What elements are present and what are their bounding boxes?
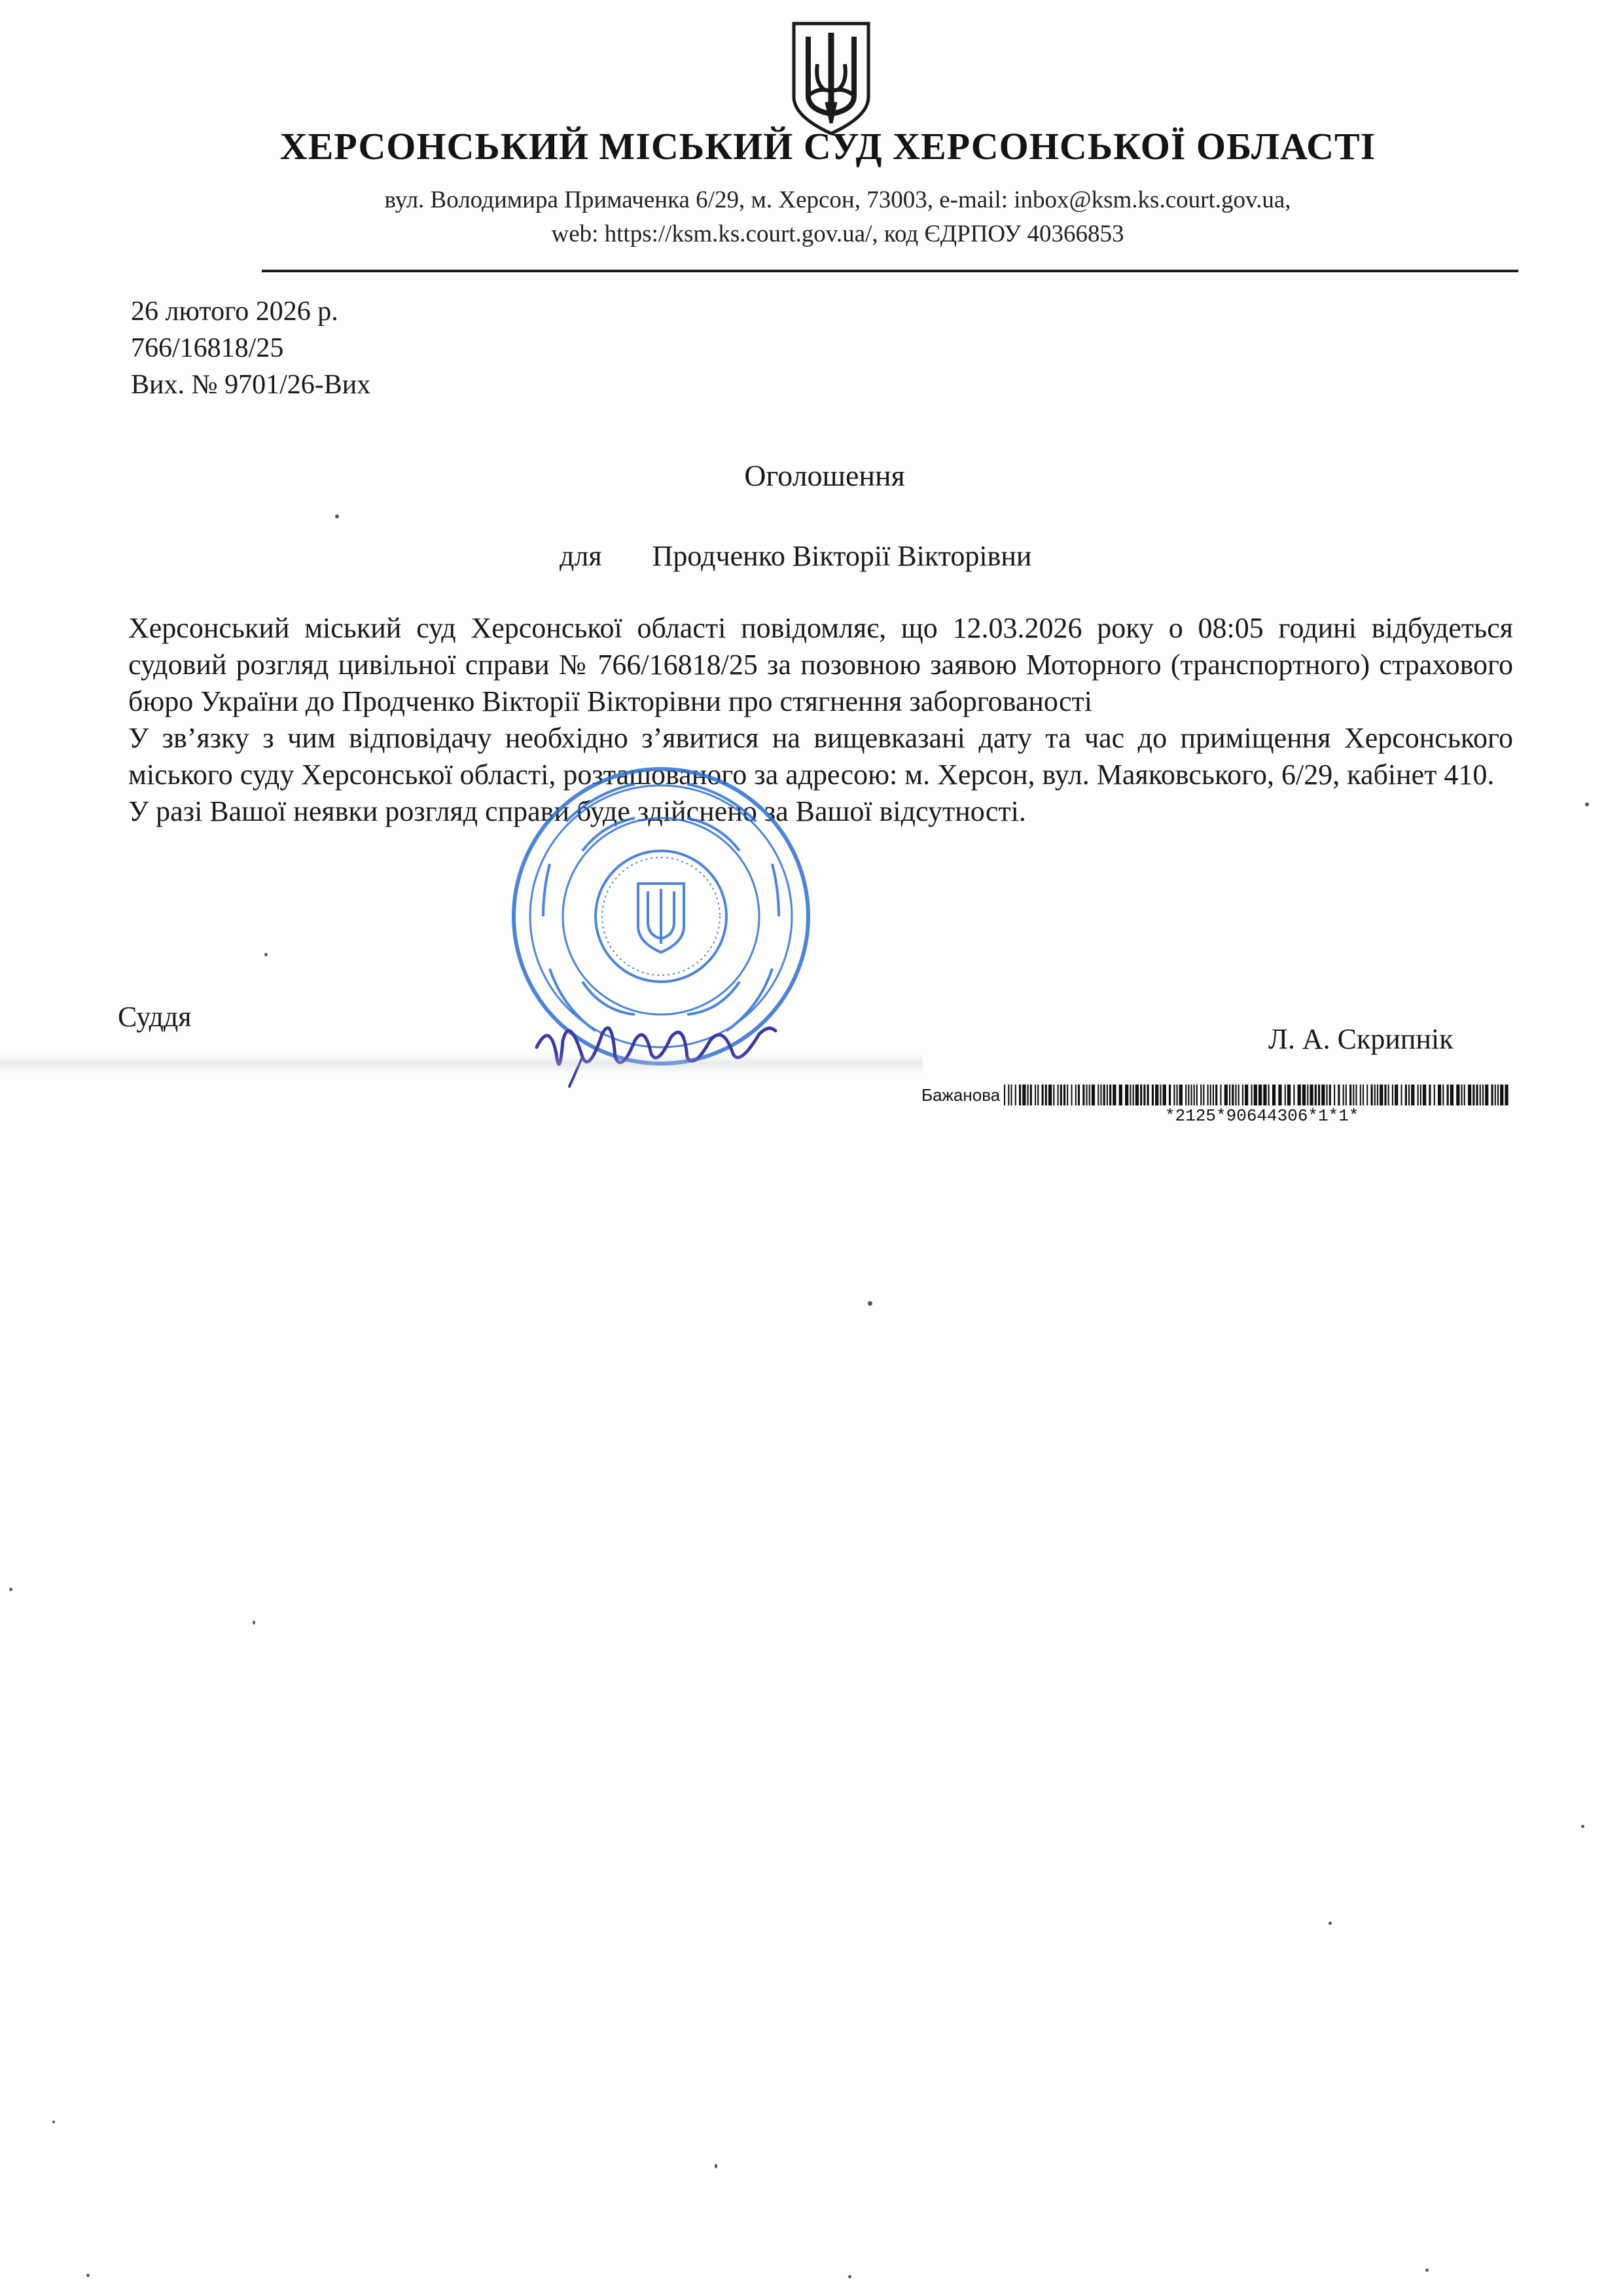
barcode-bar: [1408, 1085, 1410, 1105]
barcode-bar: [1442, 1085, 1444, 1105]
scan-speck: [1425, 2269, 1429, 2272]
barcode-bar: [1082, 1085, 1084, 1105]
barcode-bar: [1238, 1085, 1240, 1105]
court-address-line: вул. Володимира Примаченка 6/29, м. Херсон, 73003, e-mail: inbox@ksm.ks.court.gov.ua,: [384, 187, 1291, 213]
court-name: ХЕРСОНСЬКИЙ МІСЬКИЙ СУД ХЕРСОНСЬКОЇ ОБЛАСТІ: [279, 125, 1376, 168]
barcode-bar: [1019, 1085, 1021, 1105]
barcode-bar: [1377, 1085, 1378, 1105]
barcode-bar: [1229, 1085, 1230, 1105]
barcode-bar: [1004, 1085, 1005, 1105]
barcode-bar: [1366, 1085, 1368, 1105]
barcode-bar: [1185, 1085, 1186, 1105]
barcode-bar: [1349, 1085, 1351, 1105]
barcode-bar: [1438, 1085, 1441, 1105]
barcode-bar: [1245, 1085, 1248, 1105]
barcode-bar: [1067, 1085, 1068, 1105]
barcode-bar: [1388, 1085, 1389, 1105]
barcode-bar: [1371, 1085, 1373, 1105]
addressee-name: Продченко Вікторії Вікторівни: [652, 540, 1032, 572]
scan-speck: [1329, 1922, 1332, 1925]
coat-of-arms-icon: [789, 18, 874, 136]
barcode-bar: [1418, 1085, 1419, 1105]
barcode-bar: [1140, 1085, 1142, 1105]
barcode-bar: [1495, 1085, 1496, 1105]
barcode-bar: [1279, 1085, 1282, 1105]
barcode-bar: [1468, 1085, 1471, 1105]
barcode-bar: [1318, 1085, 1320, 1105]
barcode-bar: [1053, 1085, 1054, 1105]
court-web-line: web: https://ksm.ks.court.gov.ua/, код ЄДРПОУ 40366853: [551, 221, 1124, 247]
barcode-bar: [1155, 1085, 1158, 1105]
barcode-bar: [1236, 1085, 1237, 1105]
barcode-bar: [1338, 1085, 1340, 1105]
barcode-bar: [1135, 1085, 1139, 1105]
barcode-block: [921, 1083, 1510, 1107]
barcode-bar: [1103, 1085, 1105, 1105]
scan-speck: [86, 2274, 90, 2277]
barcode-bar: [1089, 1085, 1090, 1105]
barcode-bar: [1360, 1085, 1361, 1105]
barcode-bar: [1113, 1085, 1116, 1105]
document-meta: [131, 293, 370, 403]
barcode-bar: [1429, 1085, 1431, 1105]
barcode-bar: [1327, 1085, 1328, 1105]
barcode-bar: [1242, 1085, 1243, 1105]
barcode-bar: [1395, 1085, 1398, 1105]
addressee: [560, 539, 1031, 573]
barcode-bar: [1207, 1085, 1209, 1105]
barcode-bar: [1177, 1085, 1178, 1105]
barcode-bar: [1447, 1085, 1449, 1105]
barcode-bar: [1078, 1085, 1080, 1105]
barcode-bar: [1048, 1085, 1052, 1105]
barcode-bar: [1188, 1085, 1189, 1105]
barcode-bar: [1401, 1085, 1402, 1105]
barcode-bar: [1321, 1085, 1325, 1105]
barcode-bar: [1107, 1085, 1108, 1105]
barcode-bar: [1505, 1085, 1508, 1105]
barcode-bar: [1221, 1085, 1222, 1105]
barcode-bar: [1485, 1085, 1488, 1105]
scan-speck: [52, 2121, 55, 2123]
scan-speck: [9, 1588, 12, 1591]
barcode-bar: [1213, 1085, 1214, 1105]
scan-speck: [335, 514, 339, 518]
barcode-bar: [1464, 1085, 1465, 1105]
signature-role: Суддя: [118, 1001, 192, 1033]
barcode-bar: [1353, 1085, 1354, 1105]
barcode-bar: [1035, 1085, 1036, 1105]
barcode-bar: [1163, 1085, 1166, 1105]
notice-paragraph: Херсонський міський суд Херсонської області повідомляє, що 12.03.2026 року о 08:05 годині відбудеться судовий розгляд цивільної справи № 766/16818/25 за позовною заявою Моторного (транспортного) страхового бюро України до Продченко Вікторії Вікторівни про стягнення заборгованості: [128, 612, 1513, 717]
barcode-bar: [1461, 1085, 1463, 1105]
barcode-bar: [1060, 1085, 1062, 1105]
barcode-bar: [1086, 1085, 1088, 1105]
barcode-bar: [1287, 1085, 1291, 1105]
barcode-bar: [1385, 1085, 1387, 1105]
barcode-bar: [1101, 1085, 1102, 1105]
barcode-bar: [1254, 1085, 1257, 1105]
barcode-bar: [1045, 1085, 1047, 1105]
barcode-bar: [1363, 1085, 1364, 1105]
barcode-bar: [1374, 1085, 1376, 1105]
barcode-bar: [1133, 1085, 1134, 1105]
barcode-bar: [1194, 1085, 1195, 1105]
barcode-bar: [1423, 1085, 1426, 1105]
judge-name: Л. А. Скрипнік: [1268, 1023, 1454, 1055]
case-number: 766/16818/25: [131, 333, 284, 363]
barcode-bar: [1037, 1085, 1039, 1105]
barcode-bar: [1196, 1085, 1198, 1105]
barcode-bar: [1075, 1085, 1077, 1105]
scan-speck: [264, 953, 268, 956]
barcode-bar: [1042, 1085, 1044, 1105]
barcode-bar: [1224, 1085, 1228, 1105]
barcode-bar: [1310, 1085, 1313, 1105]
scan-speck: [1585, 802, 1589, 806]
barcode-bar: [1232, 1085, 1234, 1105]
barcode-bar: [1264, 1085, 1267, 1105]
barcode-bar: [1063, 1085, 1065, 1105]
barcode-bar: [1015, 1085, 1016, 1105]
barcode-bar: [1144, 1085, 1146, 1105]
header-divider: [262, 270, 1518, 272]
notice-body: [128, 610, 1513, 830]
barcode-bar: [1258, 1085, 1262, 1105]
barcode-bar: [1302, 1085, 1306, 1105]
barcode-bar: [1130, 1085, 1132, 1105]
barcode-bar: [1411, 1085, 1414, 1105]
barcode-bar: [1011, 1085, 1012, 1105]
judge-signature-icon: [524, 995, 785, 1093]
notice-paragraph: У зв’язку з чим відповідачу необхідно з’явитися на вищевказані дату та час до приміщення Херсонського міського суду Херсонської області, розташованого за адресою: м. Херсон, вул. Маяковського, 6/29, кабінет 410.: [128, 722, 1513, 791]
barcode-bar: [1160, 1085, 1162, 1105]
barcode-bar: [1307, 1085, 1308, 1105]
scan-speck: [253, 1621, 255, 1624]
barcode-bar: [1125, 1085, 1128, 1105]
barcode-bar: [1380, 1085, 1383, 1105]
barcode-bar: [1200, 1085, 1202, 1105]
court-contacts: [249, 183, 1427, 251]
barcode-bar: [1392, 1085, 1393, 1105]
addressee-prefix: для: [560, 540, 602, 572]
scan-speck: [715, 2164, 717, 2168]
notice-paragraph: У разі Вашої неявки розгляд справи буде здійснено за Вашої відсутності.: [128, 795, 1026, 827]
barcode-bar: [1203, 1085, 1204, 1105]
scan-speck: [868, 1301, 872, 1306]
barcode-bar: [1450, 1085, 1454, 1105]
scan-speck: [848, 2275, 851, 2278]
barcode-bar: [1092, 1085, 1095, 1105]
scan-artifact: [0, 1054, 923, 1073]
barcode-bar: [1022, 1085, 1026, 1105]
barcode-bar: [1294, 1085, 1295, 1105]
barcode-bar: [1482, 1085, 1484, 1105]
barcode-bar: [1346, 1085, 1347, 1105]
scan-speck: [1581, 1825, 1584, 1828]
barcode-bar: [1500, 1085, 1503, 1105]
barcode-bar: [1147, 1085, 1149, 1105]
barcode-icon: [1004, 1085, 1510, 1105]
barcode-bar: [1008, 1085, 1009, 1105]
barcode-bar: [1191, 1085, 1192, 1105]
barcode-bar: [1285, 1085, 1286, 1105]
barcode-bar: [1119, 1085, 1122, 1105]
outgoing-number: Вих. № 9701/26-Вих: [131, 370, 371, 400]
barcode-bar: [1097, 1085, 1099, 1105]
executor-name: Бажанова: [921, 1085, 1001, 1105]
barcode-bar: [1215, 1085, 1217, 1105]
barcode-bar: [1030, 1085, 1032, 1105]
barcode-bar: [1480, 1085, 1481, 1105]
barcode-bar: [1251, 1085, 1253, 1105]
barcode-bar: [1174, 1085, 1175, 1105]
barcode-bar: [1027, 1085, 1029, 1105]
document-date: 26 лютого 2026 р.: [131, 296, 338, 327]
barcode-number: *2125*90644306*1*1*: [1165, 1106, 1359, 1126]
barcode-bar: [1420, 1085, 1421, 1105]
barcode-bar: [1268, 1085, 1270, 1105]
barcode-bar: [1491, 1085, 1493, 1105]
barcode-bar: [1456, 1085, 1459, 1105]
barcode-bar: [1343, 1085, 1344, 1105]
barcode-bar: [1497, 1085, 1499, 1105]
document-heading: Оголошення: [744, 459, 905, 492]
barcode-bar: [1179, 1085, 1183, 1105]
barcode-bar: [1472, 1085, 1474, 1105]
barcode-bar: [1405, 1085, 1407, 1105]
barcode-bar: [1272, 1085, 1275, 1105]
barcode-bar: [1315, 1085, 1317, 1105]
barcode-bar: [1071, 1085, 1073, 1105]
barcode-bar: [1329, 1085, 1331, 1105]
barcode-bar: [1169, 1085, 1171, 1105]
barcode-bar: [1109, 1085, 1111, 1105]
barcode-bar: [1356, 1085, 1357, 1105]
barcode-bar: [1476, 1085, 1478, 1105]
barcode-bar: [1058, 1085, 1059, 1105]
barcode-bar: [1152, 1085, 1154, 1105]
barcode-bar: [1210, 1085, 1211, 1105]
barcode-bar: [1434, 1085, 1435, 1105]
barcode-bar: [1298, 1085, 1301, 1105]
barcode-bar: [1334, 1085, 1335, 1105]
